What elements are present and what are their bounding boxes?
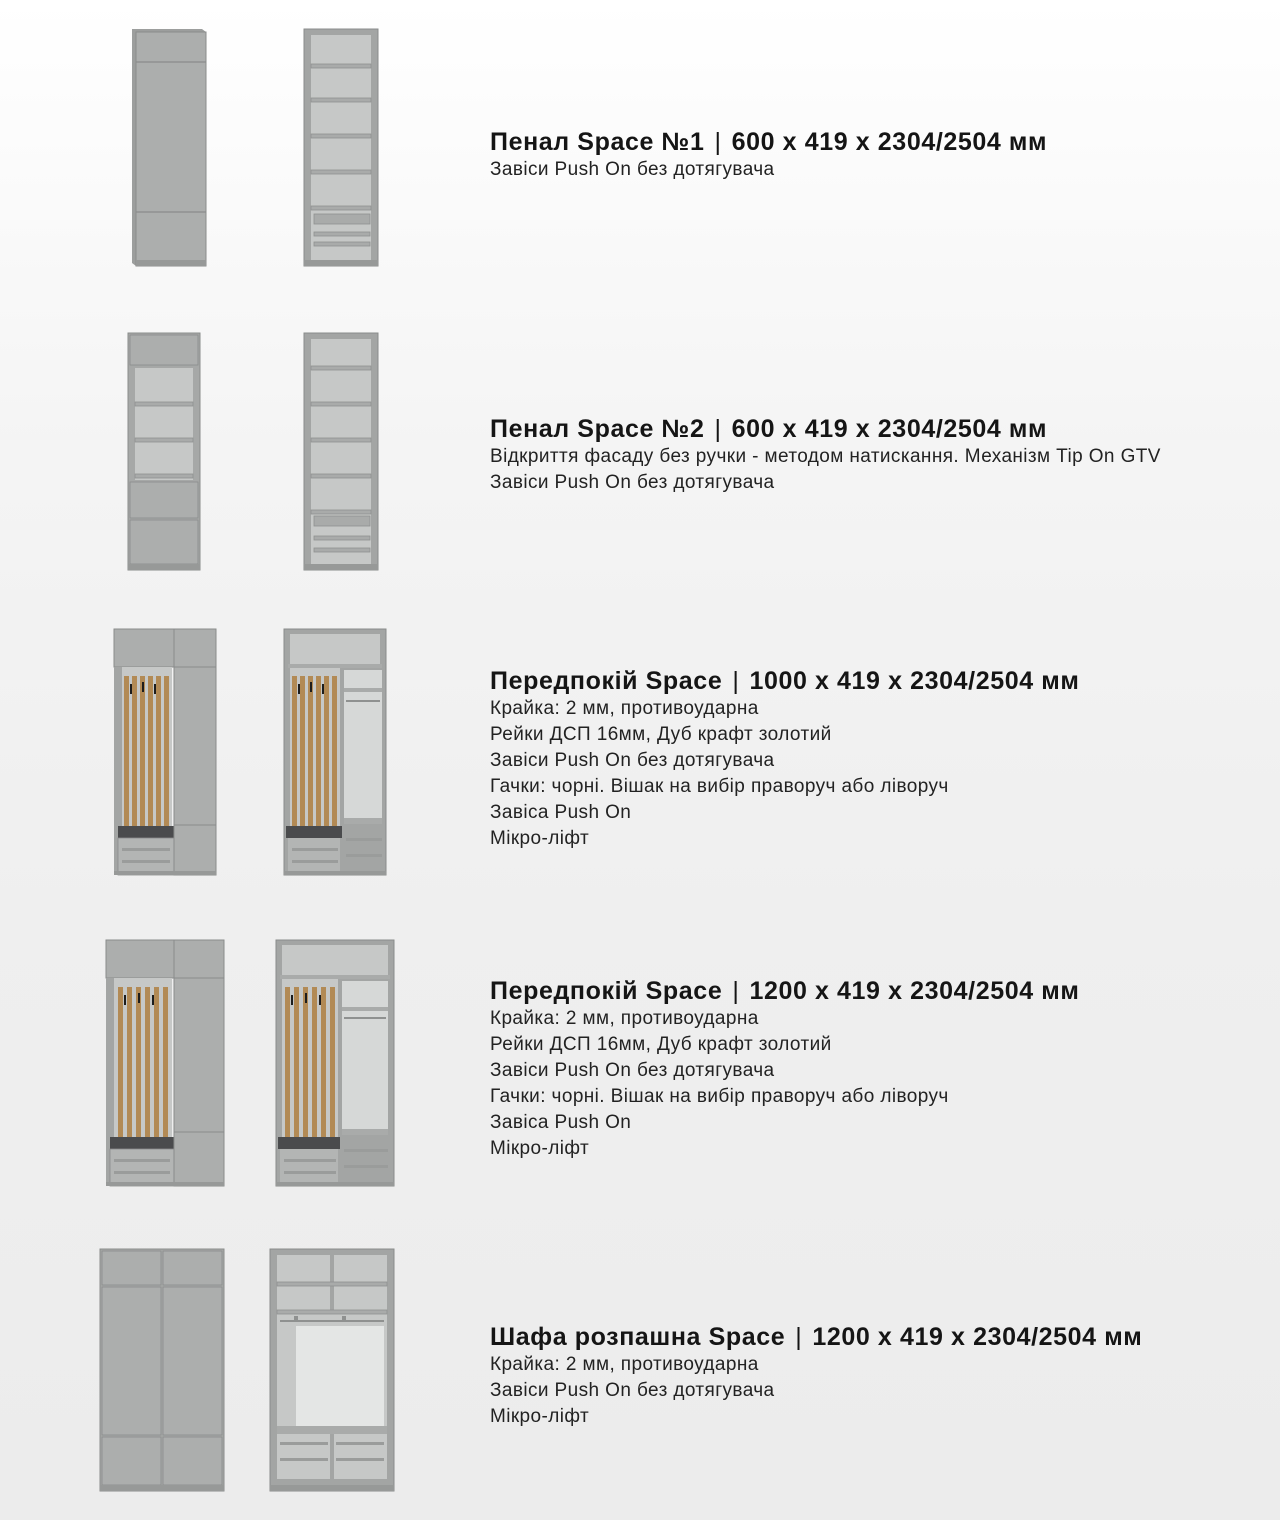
product-dimensions: 1000 x 419 x 2304/2504 мм xyxy=(749,667,1080,695)
feature-line: Завіси Push On без дотягувача xyxy=(490,472,775,493)
penal-1-open-illustration xyxy=(300,26,384,271)
product-dimensions: 600 x 419 x 2304/2504 мм xyxy=(731,128,1048,156)
product-name: Пенал Space №2 xyxy=(490,415,705,443)
feature-line: Гачки: чорні. Вішак на вибір праворуч або ліворуч xyxy=(490,1086,949,1107)
title-separator: | xyxy=(714,415,722,443)
feature-line: Завіси Push On без дотягувача xyxy=(490,750,775,771)
product-name: Шафа розпашна Space xyxy=(490,1323,786,1351)
title-separator: | xyxy=(732,977,740,1005)
product-name: Пенал Space №1 xyxy=(490,128,705,156)
product-dimensions: 1200 x 419 x 2304/2504 мм xyxy=(749,977,1080,1005)
title-separator: | xyxy=(732,667,740,695)
feature-line: Гачки: чорні. Вішак на вибір праворуч або ліворуч xyxy=(490,776,949,797)
feature-line: Крайка: 2 мм, противоударна xyxy=(490,698,759,719)
feature-line: Мікро-ліфт xyxy=(490,1406,590,1427)
hallway-1200-open-illustration xyxy=(272,937,398,1192)
penal-1-closed-illustration xyxy=(128,26,212,271)
feature-line: Завіса Push On xyxy=(490,802,632,823)
wardrobe-open-illustration xyxy=(266,1246,398,1496)
product-dimensions: 600 x 419 x 2304/2504 мм xyxy=(731,415,1048,443)
hallway-1200-closed-illustration xyxy=(102,937,228,1192)
product-title-3 xyxy=(490,666,1079,696)
feature-line: Завіси Push On без дотягувача xyxy=(490,1380,775,1401)
hallway-1000-open-illustration xyxy=(280,626,390,881)
product-title-2 xyxy=(490,414,1161,444)
penal-2-open-illustration xyxy=(300,330,384,575)
feature-line: Завіси Push On без дотягувача xyxy=(490,1060,775,1081)
product-name: Передпокій Space xyxy=(490,977,723,1005)
feature-line: Крайка: 2 мм, противоударна xyxy=(490,1354,759,1375)
feature-line: Рейки ДСП 16мм, Дуб крафт золотий xyxy=(490,724,832,745)
feature-line: Рейки ДСП 16мм, Дуб крафт золотий xyxy=(490,1034,832,1055)
wardrobe-closed-illustration xyxy=(96,1246,228,1496)
feature-line: Завіса Push On xyxy=(490,1112,632,1133)
product-dimensions: 1200 x 419 x 2304/2504 мм xyxy=(812,1323,1143,1351)
product-title-1 xyxy=(490,127,1047,157)
feature-line: Відкриття фасаду без ручки - методом натискання. Механізм Tip On GTV xyxy=(490,446,1161,467)
product-title-5 xyxy=(490,1322,1142,1352)
hallway-1000-closed-illustration xyxy=(110,626,220,881)
product-name: Передпокій Space xyxy=(490,667,723,695)
penal-2-closed-illustration xyxy=(124,330,208,575)
feature-line: Мікро-ліфт xyxy=(490,828,590,849)
product-title-4 xyxy=(490,976,1079,1006)
feature-line: Завіси Push On без дотягувача xyxy=(490,159,775,180)
title-separator: | xyxy=(795,1323,803,1351)
feature-line: Мікро-ліфт xyxy=(490,1138,590,1159)
feature-line: Крайка: 2 мм, противоударна xyxy=(490,1008,759,1029)
title-separator: | xyxy=(714,128,722,156)
